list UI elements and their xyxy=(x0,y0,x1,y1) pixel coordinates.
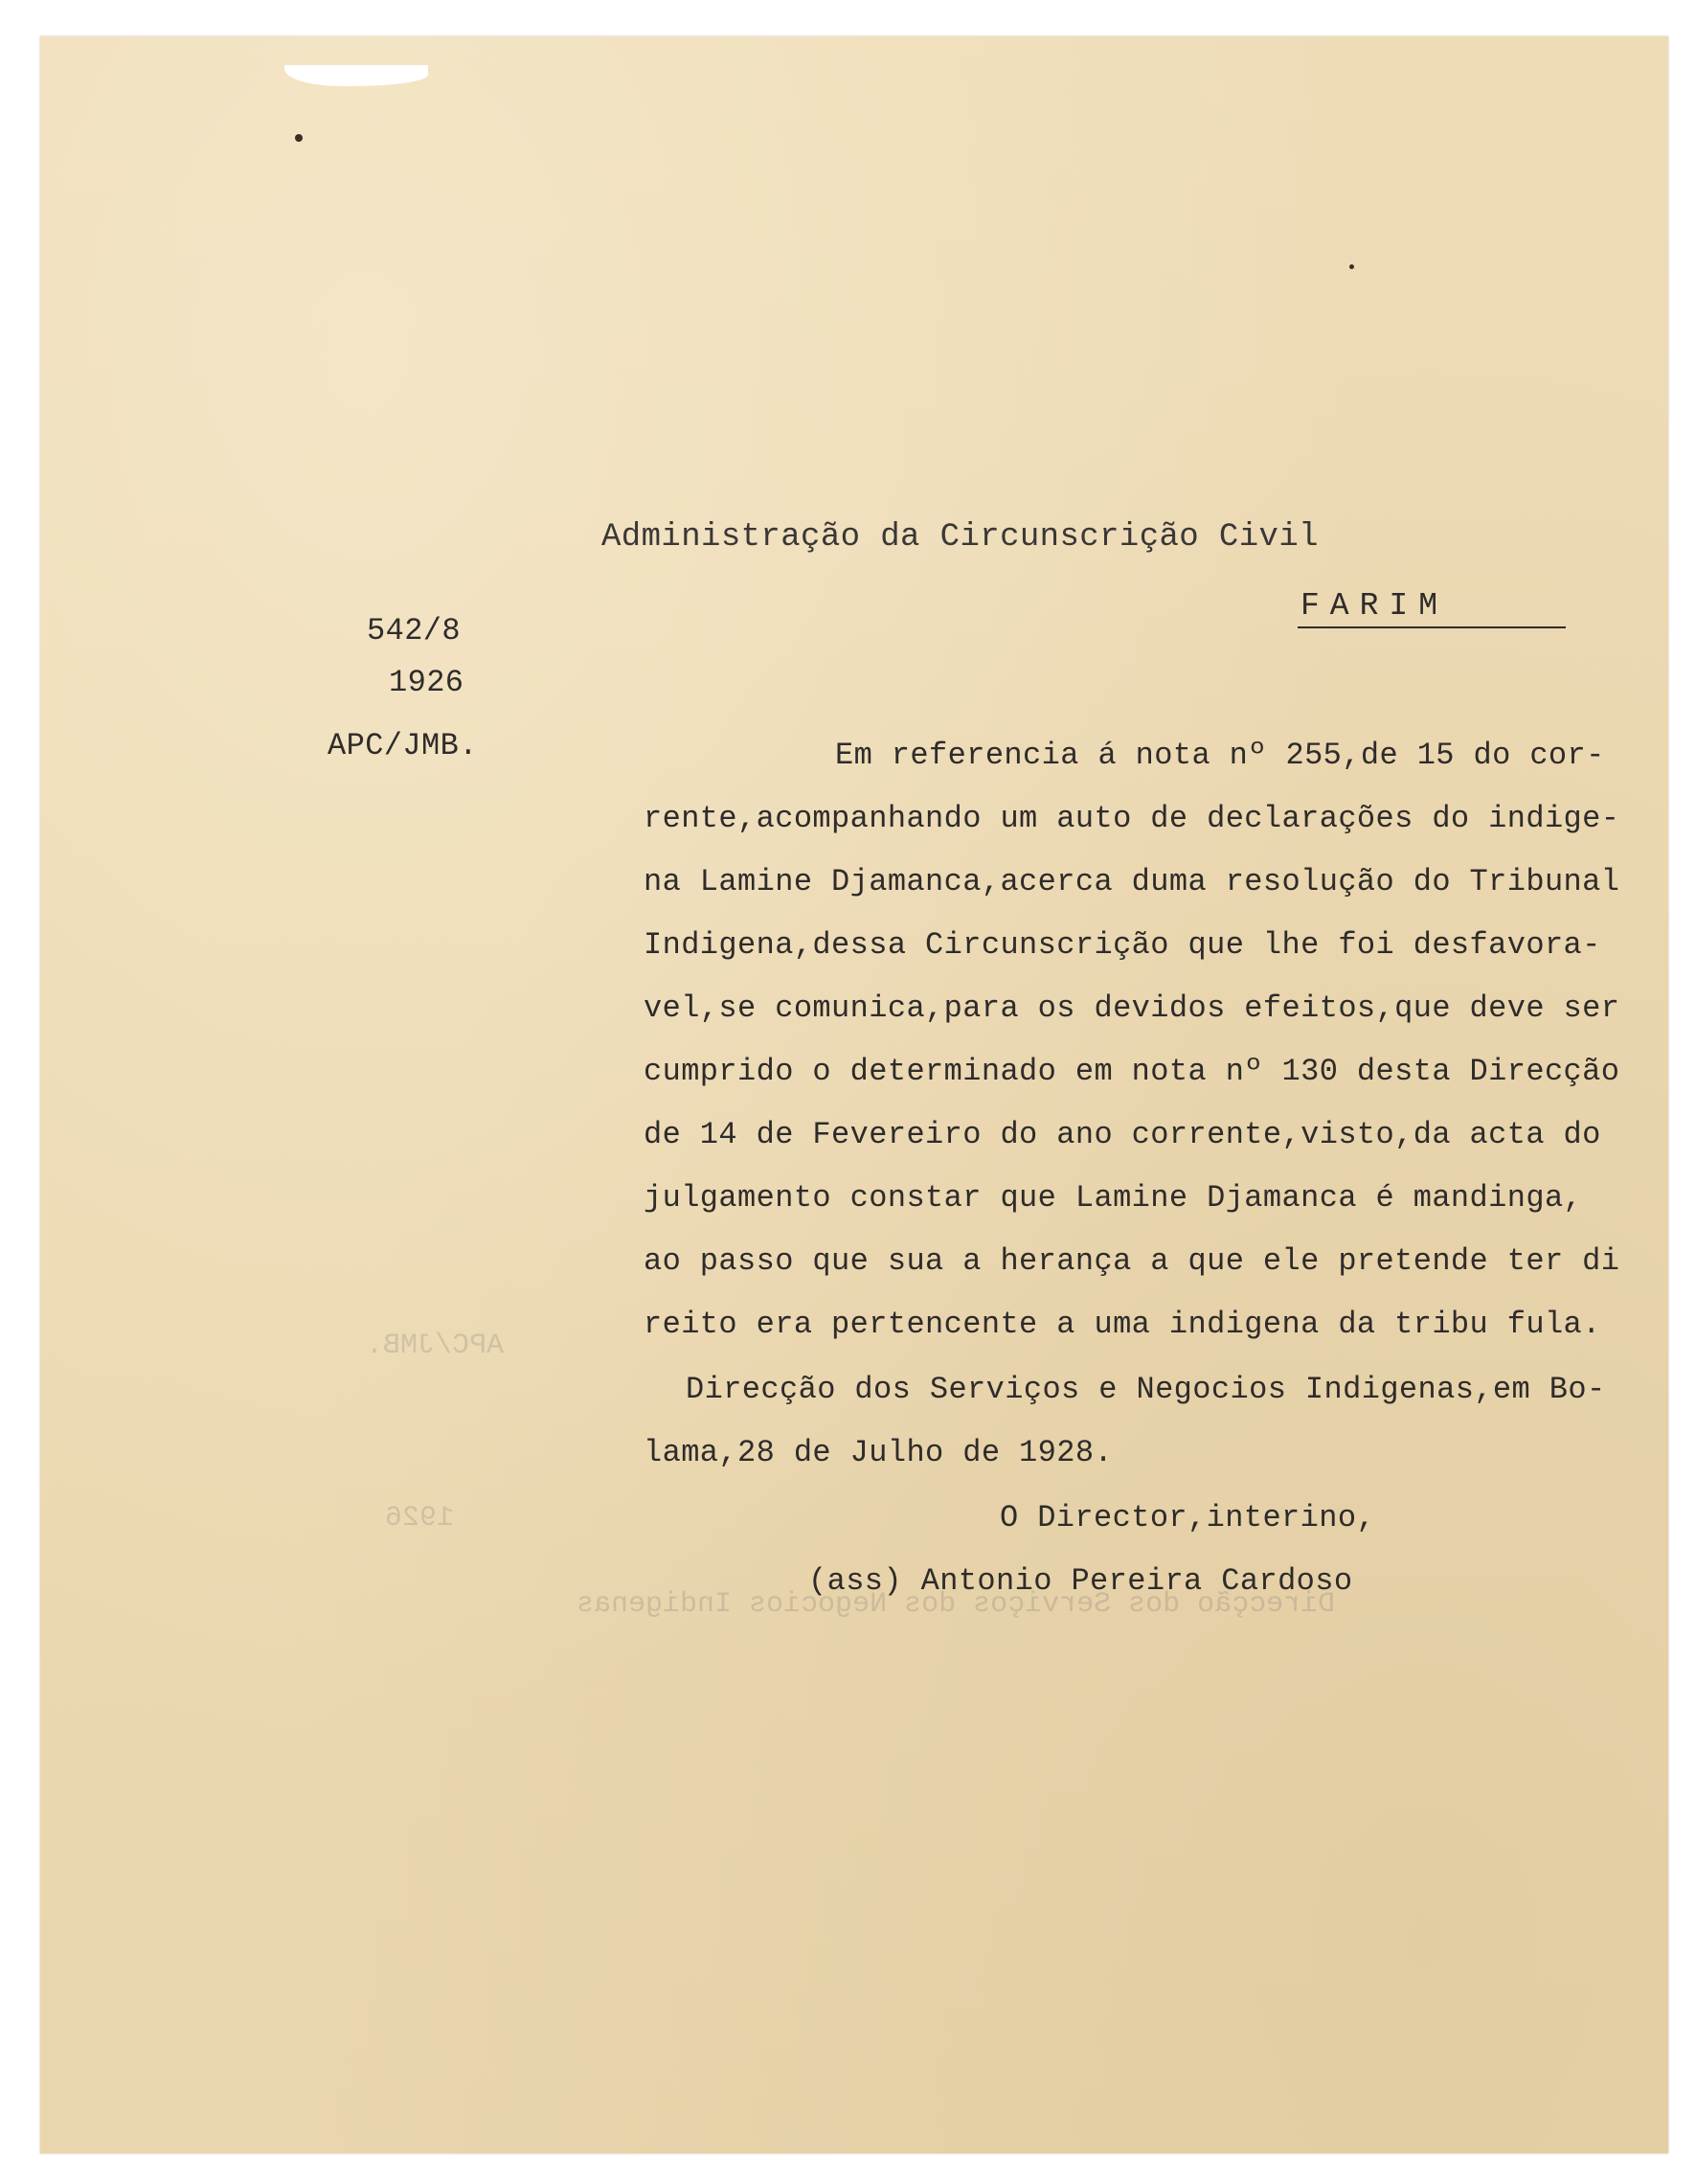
body-line: cumprido o determinado em nota nº 130 desta Direcção xyxy=(644,1054,1620,1089)
place-underline xyxy=(1298,626,1566,628)
torn-edge xyxy=(284,65,428,86)
reference-number: 542/8 xyxy=(367,613,462,648)
reference-initials: APC/JMB. xyxy=(328,728,478,763)
bleed-through-text: 1926 xyxy=(385,1502,455,1535)
reference-year: 1926 xyxy=(389,665,464,700)
signature-name: (ass) Antonio Pereira Cardoso xyxy=(808,1563,1353,1599)
document-heading: Administração da Circunscrição Civil xyxy=(601,519,1319,556)
bleed-through-text: APC/JMB. xyxy=(366,1330,505,1362)
bleed-through-text: Direcção dos Serviços dos Negocios Indigenas xyxy=(577,1588,1336,1621)
body-line: julgamento constar que Lamine Djamanca é mandinga, xyxy=(644,1180,1583,1216)
body-line: ao passo que sua a herança a que ele pretende ter di xyxy=(644,1243,1620,1279)
place-name: FARIM xyxy=(1300,588,1449,624)
signature-title: O Director,interino, xyxy=(1000,1500,1376,1536)
closing-line: Direcção dos Serviços e Negocios Indigenas,em Bo- xyxy=(686,1372,1606,1407)
body-line: vel,se comunica,para os devidos efeitos,que deve ser xyxy=(644,990,1620,1026)
ink-speck xyxy=(295,134,303,142)
letter-body xyxy=(644,724,1659,1356)
ink-speck xyxy=(1349,264,1354,269)
body-line: Indigena,dessa Circunscrição que lhe foi desfavora- xyxy=(644,927,1601,963)
body-line: na Lamine Djamanca,acerca duma resolução do Tribunal xyxy=(644,864,1620,899)
body-line: Em referencia á nota nº 255,de 15 do cor- xyxy=(835,738,1605,773)
body-line: rente,acompanhando um auto de declarações do indige- xyxy=(644,801,1620,836)
closing-line: lama,28 de Julho de 1928. xyxy=(644,1435,1114,1470)
body-line: reito era pertencente a uma indigena da tribu fula. xyxy=(644,1307,1601,1342)
body-line: de 14 de Fevereiro do ano corrente,visto,da acta do xyxy=(644,1117,1601,1152)
